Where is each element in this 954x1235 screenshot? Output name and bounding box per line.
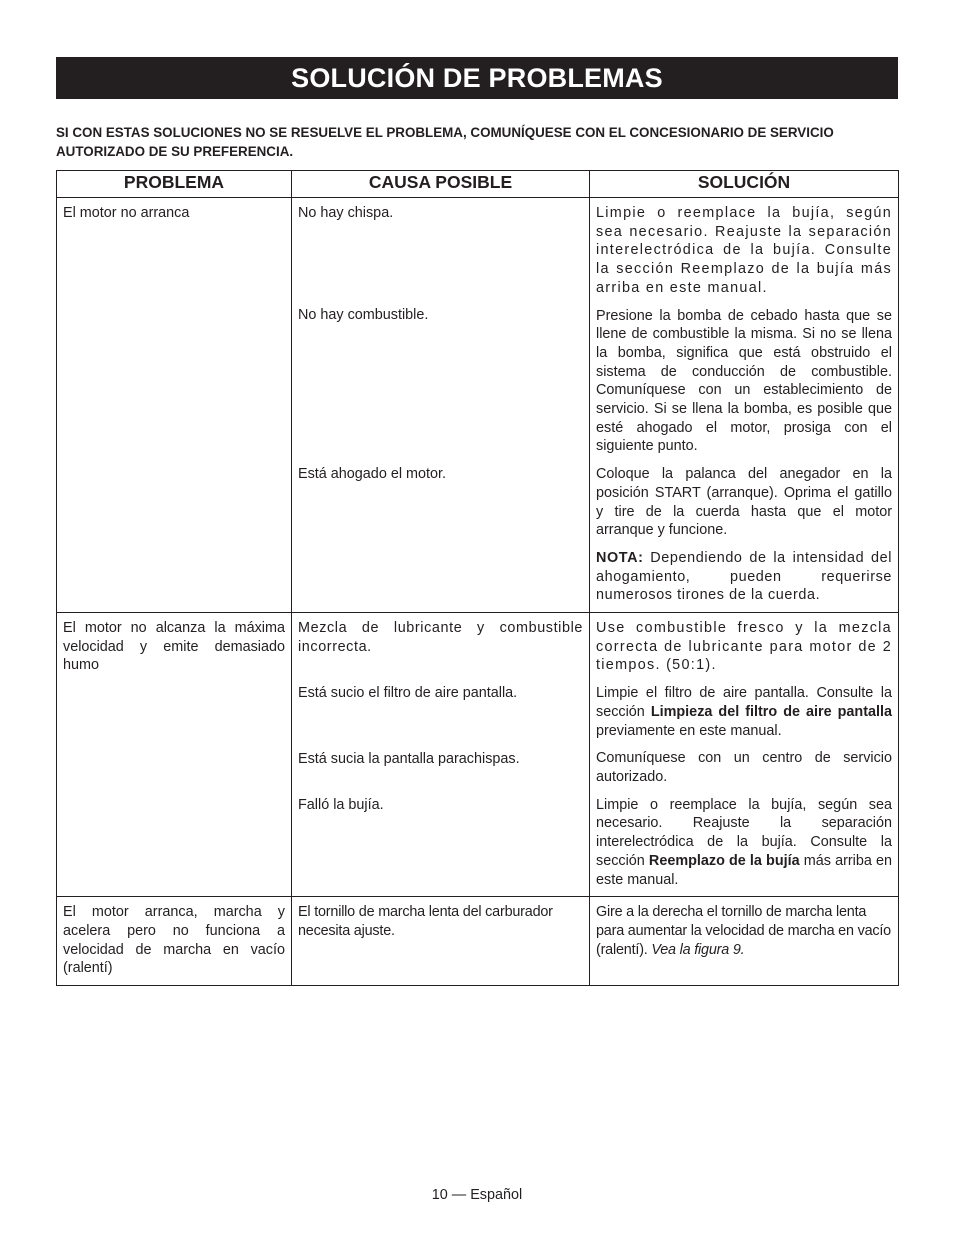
solution-text: más arriba en este manual. [596, 852, 892, 888]
cause-cell [292, 897, 590, 986]
section-ref: Reemplazo de la bujía [648, 852, 800, 869]
table-row [57, 897, 899, 986]
page-title: SOLUCIÓN DE PROBLEMAS [56, 57, 898, 99]
note-label: NOTA: [596, 549, 644, 566]
cause-item: Está sucia la pantalla parachispas. [298, 751, 520, 768]
cause-item: Mezcla de lubricante y combustible incorrecta. [298, 620, 583, 655]
solution-item: Use combustible fresco y la mezcla correcta de lubricante para motor de 2 tiempos. (50:1). [596, 620, 892, 674]
cause-item: Está ahogado el motor. [298, 466, 447, 482]
solution-text: Gire a la derecha el tornillo de marcha lenta para aumentar la velocidad de marcha en vacío (ralentí). [596, 904, 891, 958]
solution-cell [590, 897, 899, 986]
problem-text: El motor no arranca [63, 205, 190, 221]
cause-item: El tornillo de marcha lenta del carburador necesita ajuste. [298, 904, 553, 939]
solution-text: previamente en este manual. [596, 722, 782, 739]
cause-item: No hay chispa. [298, 205, 394, 221]
problem-text: El motor no alcanza la máxima velocidad y emite demasiado humo [63, 620, 285, 674]
section-ref: Limpieza del filtro de aire pantalla [650, 703, 892, 720]
solution-text: Limpie el filtro de aire pantalla. Consulte la sección [596, 685, 892, 720]
cause-item: Falló la bujía. [298, 797, 384, 814]
header-solution: SOLUCIÓN [590, 171, 899, 198]
note-item [596, 549, 892, 605]
cause-cell [292, 198, 590, 613]
solution-item: Coloque la palanca del anegador en la posición START (arranque). Oprima el gatillo y tire de la cuerda hasta que el motor arranque y funcione. [596, 466, 892, 539]
problem-cell [57, 198, 292, 613]
solution-item [596, 684, 892, 740]
cause-item: No hay combustible. [298, 307, 429, 323]
table-row [57, 613, 899, 897]
problem-cell [57, 897, 292, 986]
solution-cell [590, 198, 899, 613]
note-text: Dependiendo de la intensidad del ahogamiento, pueden requerirse numerosos tirones de la cuerda. [596, 549, 892, 604]
problem-cell [57, 613, 292, 897]
cause-cell [292, 613, 590, 897]
page-number: 10 — Español [431, 1187, 523, 1203]
solution-item: Comuníquese con un centro de servicio autorizado. [596, 750, 892, 785]
table-header-row [57, 171, 899, 198]
table-row [57, 198, 899, 613]
problem-text: El motor arranca, marcha y acelera pero no funciona a velocidad de marcha en vacío (ralentí) [63, 904, 285, 977]
solution-item: Limpie o reemplace la bujía, según sea necesario. Reajuste la separación interelectródica de la bujía. Consulte la sección Reemplazo de la bujía más arriba en este manual. [596, 205, 892, 296]
solution-item: Presione la bomba de cebado hasta que se llene de combustible la misma. Si no se llena la bomba, significa que está obstruido el sistema de conducción de combustible. Comuníquese con un establecimiento de servicio. Si se llena la bomba, es posible que esté ahogado el motor, prosiga con el siguiente punto. [596, 307, 892, 455]
header-problem: PROBLEMA [57, 171, 292, 198]
solution-cell [590, 613, 899, 897]
solution-item [596, 796, 892, 890]
header-cause: CAUSA POSIBLE [292, 171, 590, 198]
solution-text: Limpie o reemplace la bujía, según sea necesario. Reajuste la separación interelectródica de la bujía. Consulte la sección [596, 796, 892, 869]
solution-item [596, 903, 892, 959]
intro-warning: SI CON ESTAS SOLUCIONES NO SE RESUELVE EL PROBLEMA, COMUNÍQUESE CON EL CONCESIONARIO DE SERVICIO AUTORIZADO DE SU PREFERENCIA. [56, 125, 834, 159]
cause-item: Está sucio el filtro de aire pantalla. [298, 685, 518, 702]
troubleshooting-table [56, 170, 899, 986]
figure-ref: Vea la figura 9. [651, 941, 745, 958]
